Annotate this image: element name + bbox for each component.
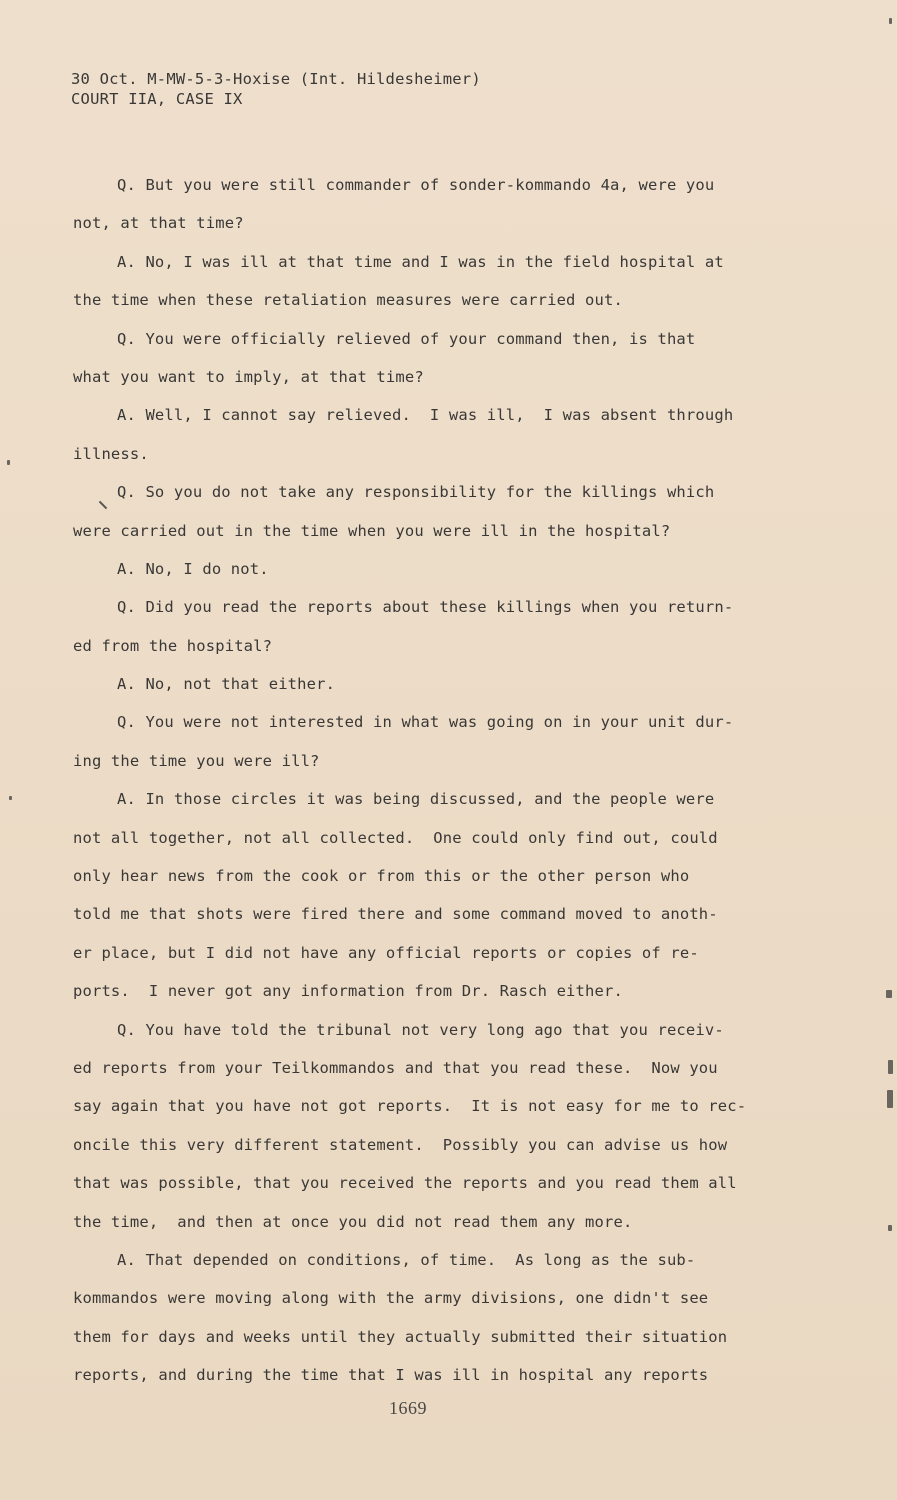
transcript-line: ed from the hospital? <box>73 636 273 655</box>
transcript-line: Q. Did you read the reports about these killings when you return- <box>117 598 734 617</box>
transcript-line: not, at that time? <box>73 214 244 233</box>
transcript-line: kommandos were moving along with the army divisions, one didn't see <box>73 1289 709 1308</box>
transcript-line: ing the time you were ill? <box>73 751 320 770</box>
transcript-line: A. That depended on conditions, of time. As long as the sub- <box>117 1250 696 1269</box>
transcript-line: A. No, I was ill at that time and I was in the field hospital at <box>117 252 724 271</box>
scan-speck-mark <box>889 18 892 24</box>
transcript-line: Q. But you were still commander of sonder-kommando 4a, were you <box>117 176 715 194</box>
scan-speck-mark <box>887 1090 893 1108</box>
transcript-line: told me that shots were fired there and some command moved to anoth- <box>73 905 718 924</box>
transcript-line: Q. So you do not take any responsibility for the killings which <box>117 483 715 502</box>
transcript-line: that was possible, that you received the reports and you read them all <box>73 1174 737 1193</box>
transcript-line: ports. I never got any information from Dr. Rasch either. <box>73 982 623 1001</box>
transcript-line: A. No, not that either. <box>117 675 336 694</box>
transcript-line: not all together, not all collected. One could only find out, could <box>73 828 718 847</box>
transcript-line: were carried out in the time when you were ill in the hospital? <box>73 521 671 540</box>
transcript-line: Q. You were not interested in what was going on in your unit dur- <box>117 713 734 732</box>
transcript-line: oncile this very different statement. Possibly you can advise us how <box>73 1135 728 1154</box>
scan-speck-mark <box>886 990 892 998</box>
transcript-line: the time, and then at once you did not read them any more. <box>73 1212 633 1231</box>
header-date-line: 30 Oct. M-MW-5-3-Hoxise (Int. Hildesheimer) <box>71 70 481 88</box>
scan-speck-mark <box>888 1060 893 1074</box>
transcript-line: A. Well, I cannot say relieved. I was ill, I was absent through <box>117 406 734 425</box>
transcript-body <box>73 166 763 1395</box>
transcript-line: say again that you have not got reports. It is not easy for me to rec- <box>73 1097 747 1116</box>
transcript-line: illness. <box>73 444 149 463</box>
scan-speck-mark <box>9 796 12 800</box>
scan-speck-mark <box>888 1225 892 1231</box>
page-number: 1669 <box>389 1398 427 1418</box>
transcript-line: them for days and weeks until they actually submitted their situation <box>73 1327 728 1346</box>
transcript-line: Q. You have told the tribunal not very long ago that you receiv- <box>117 1020 724 1039</box>
transcript-line: what you want to imply, at that time? <box>73 367 424 386</box>
transcript-line: only hear news from the cook or from this or the other person who <box>73 867 690 886</box>
transcript-line: A. In those circles it was being discussed, and the people were <box>117 790 715 809</box>
transcript-line: A. No, I do not. <box>117 559 269 578</box>
transcript-line: the time when these retaliation measures were carried out. <box>73 291 623 310</box>
header-court-line: COURT IIA, CASE IX <box>71 90 243 108</box>
transcript-line: reports, and during the time that I was ill in hospital any reports <box>73 1366 709 1385</box>
scan-speck-mark <box>7 460 10 465</box>
document-header <box>71 69 481 109</box>
transcript-line: ed reports from your Teilkommandos and that you read these. Now you <box>73 1058 718 1077</box>
transcript-line: Q. You were officially relieved of your command then, is that <box>117 329 696 348</box>
transcript-line: er place, but I did not have any official reports or copies of re- <box>73 943 699 962</box>
